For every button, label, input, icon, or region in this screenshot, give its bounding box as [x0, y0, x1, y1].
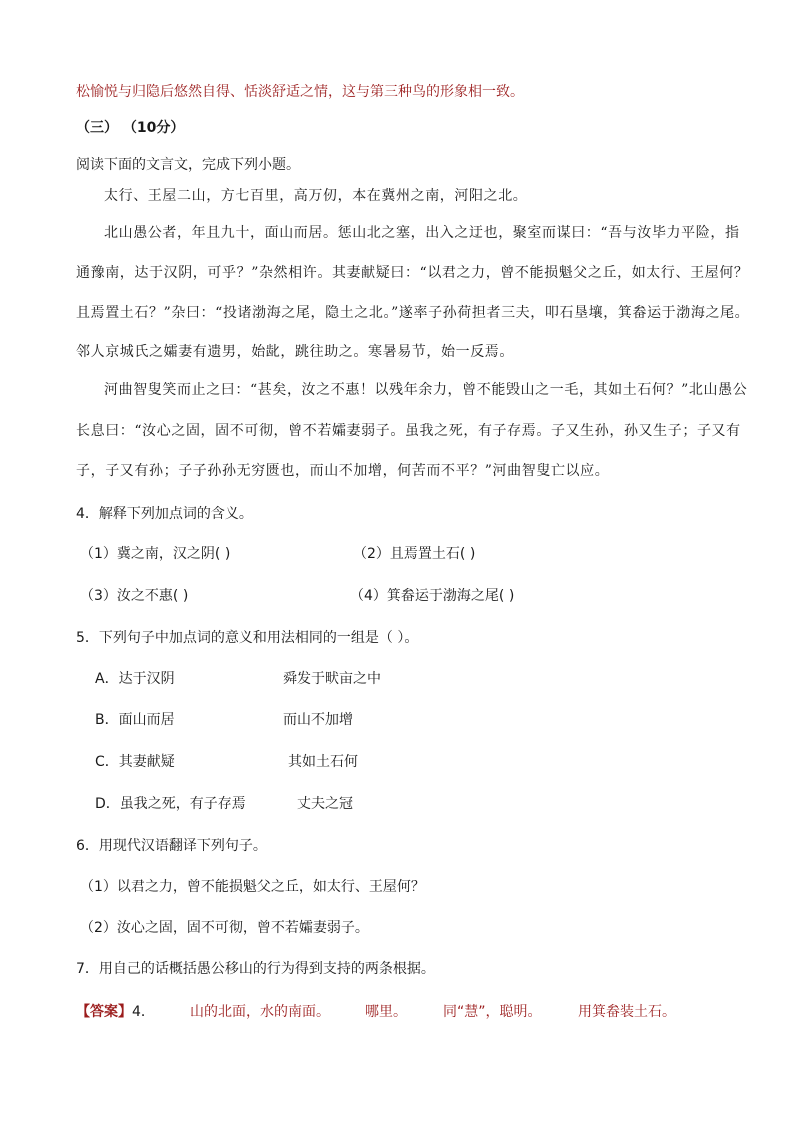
question-5-stem: 5．下列句子中加点词的意义和用法相同的一组是（ ）。 [76, 630, 419, 646]
section-heading: （三） （10分） [76, 120, 185, 136]
answer-item-4: 用箕畚装土石。 [578, 1004, 676, 1020]
answer-item-3: 同“慧”，聪明。 [443, 1004, 542, 1020]
option-c-pair: 其如土石何 [288, 754, 358, 770]
option-b-pair: 而山不加增 [283, 712, 353, 728]
question-4-stem: 4．解释下列加点词的含义。 [76, 506, 253, 522]
passage-line: 子，子又有孙；子子孙孙无穷匮也，而山不加增，何苦而不平？”河曲智叟亡以应。 [76, 463, 610, 479]
question-7-stem: 7．用自己的话概括愚公移山的行为得到支持的两条根据。 [76, 961, 435, 977]
question-6-item-2: （2）汝心之固，固不可彻，曾不若孀妻弱子。 [80, 920, 369, 936]
passage-line: 邻人京城氏之孀妻有遗男，始龀，跳往助之。寒暑易节，始一反焉。 [76, 344, 514, 360]
question-4-item-4: （4）箕畚运于渤海之尾( ) [350, 588, 515, 604]
option-d-label: D．虽我之死，有子存焉 [95, 796, 246, 812]
option-d-pair: 丈夫之冠 [297, 796, 353, 812]
question-6-stem: 6．用现代汉语翻译下列句子。 [76, 838, 267, 854]
option-c-label: C．其妻献疑 [95, 754, 175, 770]
passage-line: 河曲智叟笑而止之曰：“甚矣，汝之不惠！以残年余力，曾不能毁山之一毛，其如土石何？”北山愚公 [104, 382, 748, 398]
answer-number: 4． [132, 1004, 155, 1020]
answer-tag: 【答案】 [76, 1004, 132, 1020]
question-4-item-3: （3）汝之不惠( ) [80, 588, 189, 604]
passage-line: 且焉置土石？”杂曰：“投诸渤海之尾，隐土之北。”遂率子孙荷担者三夫，叩石垦壤，箕畚运于渤海之尾。 [76, 305, 750, 321]
instruction: 阅读下面的文言文，完成下列小题。 [76, 157, 300, 173]
passage-line: 北山愚公者，年且九十，面山而居。惩山北之塞，出入之迂也，聚室而谋曰：“吾与汝毕力平险，指 [104, 225, 740, 241]
option-a-label: A．达于汉阴 [95, 671, 175, 687]
answer-item-2: 哪里。 [365, 1004, 407, 1020]
passage-line: 太行、王屋二山，方七百里，高万仞，本在冀州之南，河阳之北。 [104, 188, 528, 204]
question-4-item-1: （1）冀之南，汉之阴( ) [80, 546, 231, 562]
option-a-pair: 舜发于畎亩之中 [283, 671, 381, 687]
answer-item-1: 山的北面，水的南面。 [190, 1004, 330, 1020]
option-b-label: B．面山而居 [95, 712, 175, 728]
passage-line: 通豫南，达于汉阴，可乎？”杂然相许。其妻献疑曰：“以君之力，曾不能损魁父之丘，如太行、王屋何？ [76, 265, 749, 281]
passage-line: 长息曰：“汝心之固，固不可彻，曾不若孀妻弱子。虽我之死，有子存焉。子又生孙，孙又生子；子又有 [76, 423, 741, 439]
question-6-item-1: （1）以君之力，曾不能损魁父之丘，如太行、王屋何？ [80, 879, 425, 895]
intro-line: 松愉悦与归隐后悠然自得、恬淡舒适之情，这与第三种鸟的形象相一致。 [76, 84, 524, 100]
question-4-item-2: （2）且焉置土石( ) [353, 546, 476, 562]
